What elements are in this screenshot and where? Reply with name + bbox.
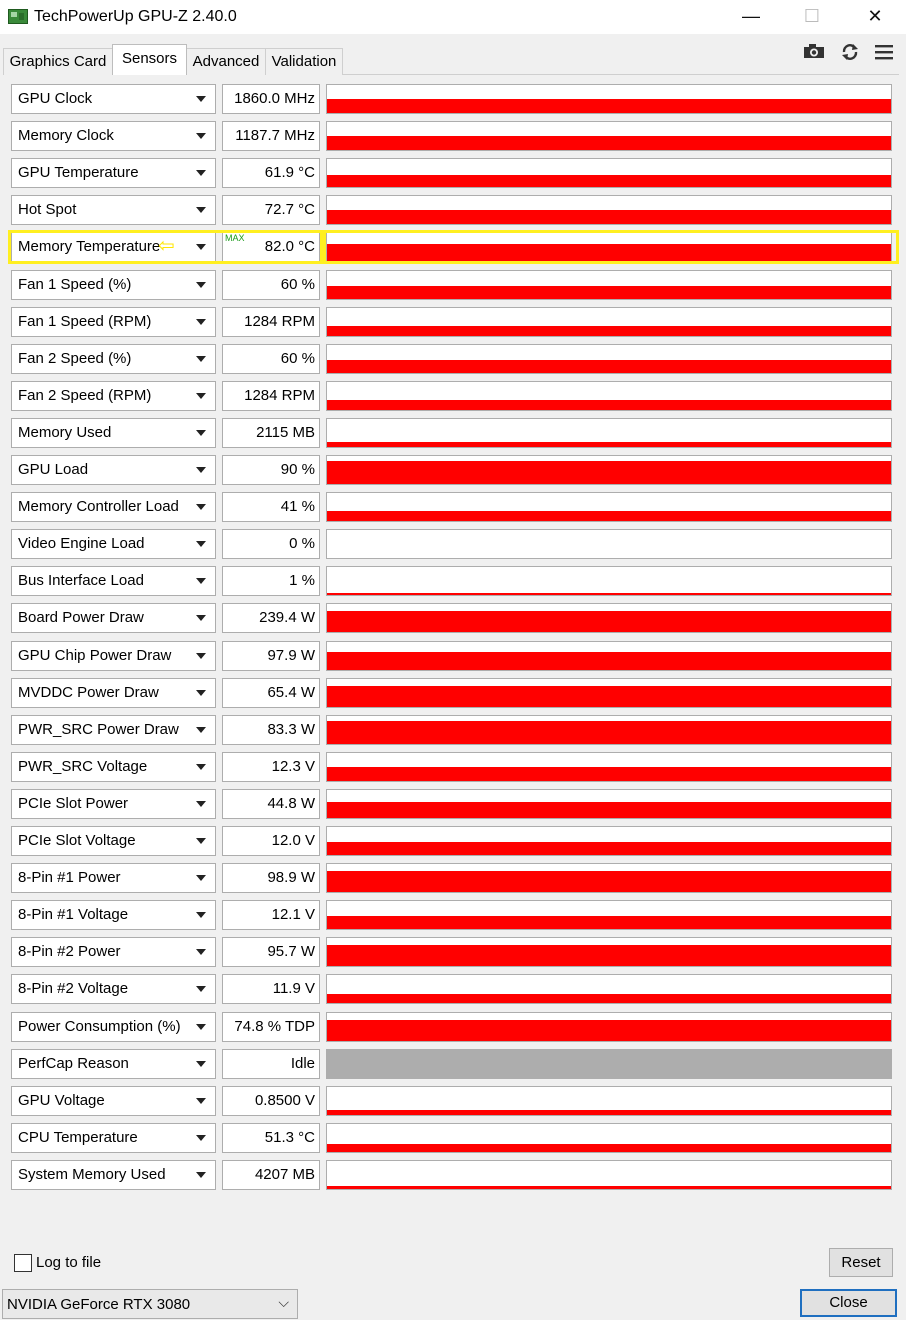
sensor-row (0, 158, 906, 188)
sensor-select[interactable] (11, 1012, 216, 1042)
dropdown-arrow-icon[interactable] (196, 912, 206, 918)
camera-icon[interactable] (802, 43, 826, 63)
sensor-select[interactable] (11, 1086, 216, 1116)
sensor-graph (326, 195, 892, 225)
sensor-select[interactable] (11, 937, 216, 967)
highlight-box-graph (323, 230, 899, 264)
gpu-select-dropdown[interactable] (2, 1289, 298, 1319)
dropdown-arrow-icon[interactable] (196, 838, 206, 844)
sensor-select[interactable] (11, 344, 216, 374)
sensor-row (0, 307, 906, 337)
tab-advanced[interactable]: Advanced (186, 48, 266, 75)
sensor-row (0, 195, 906, 225)
sensor-name: Fan 2 Speed (RPM) (18, 387, 152, 404)
sensor-row (0, 900, 906, 930)
dropdown-arrow-icon[interactable] (196, 170, 206, 176)
sensor-graph (326, 974, 892, 1004)
sensor-row (0, 84, 906, 114)
sensor-value-box[interactable] (222, 1012, 320, 1042)
sensor-select[interactable] (11, 863, 216, 893)
sensor-name: Power Consumption (%) (18, 1018, 181, 1035)
graph-fill (327, 611, 891, 632)
sensor-select[interactable] (11, 900, 216, 930)
sensor-graph (326, 381, 892, 411)
sensor-value: 51.3 °C (264, 1129, 315, 1146)
sensor-value-box[interactable] (222, 492, 320, 522)
dropdown-arrow-icon[interactable] (196, 467, 206, 473)
sensor-graph (326, 603, 892, 633)
sensor-value: 97.9 W (267, 647, 315, 664)
sensor-row (0, 863, 906, 893)
graph-fill (327, 945, 891, 966)
sensor-name: 8-Pin #1 Power (18, 869, 121, 886)
sensor-graph (326, 418, 892, 448)
graph-fill (327, 210, 891, 224)
graph-fill (327, 994, 891, 1003)
sensor-value: 0.8500 V (254, 1092, 315, 1109)
sensor-graph (326, 492, 892, 522)
sensor-row (0, 418, 906, 448)
sensor-value-box[interactable] (222, 195, 320, 225)
sensor-select[interactable] (11, 418, 216, 448)
dropdown-arrow-icon[interactable] (196, 801, 206, 807)
sensor-name: Memory Clock (18, 127, 114, 144)
sensor-select[interactable] (11, 789, 216, 819)
sensor-select[interactable] (11, 715, 216, 745)
reset-button[interactable]: Reset (829, 1248, 893, 1277)
sensor-row (0, 121, 906, 151)
sensor-select[interactable] (11, 492, 216, 522)
sensor-graph (326, 826, 892, 856)
dropdown-arrow-icon[interactable] (196, 393, 206, 399)
sensor-row (0, 344, 906, 374)
dropdown-arrow-icon[interactable] (196, 504, 206, 510)
sensor-value: 1284 RPM (244, 387, 315, 404)
sensor-value-box[interactable] (222, 307, 320, 337)
sensor-graph (326, 1049, 892, 1079)
sensor-value: 1187.7 MHz (235, 127, 315, 144)
sensor-value: 83.3 W (267, 721, 315, 738)
dropdown-arrow-icon[interactable] (196, 133, 206, 139)
graph-fill (327, 916, 891, 929)
sensor-value: 95.7 W (267, 943, 315, 960)
menu-icon[interactable] (872, 43, 896, 63)
graph-fill (327, 802, 891, 818)
sensor-row (0, 1012, 906, 1042)
sensor-name: Fan 1 Speed (%) (18, 276, 132, 293)
sensor-value-box[interactable] (222, 1160, 320, 1190)
sensor-name: MVDDC Power Draw (18, 684, 159, 701)
sensor-select[interactable] (11, 566, 216, 596)
sensor-value: 41 % (280, 498, 315, 515)
arrow-left-icon: ⇦ (158, 235, 175, 257)
log-to-file-checkbox[interactable] (14, 1254, 32, 1272)
sensor-row (0, 566, 906, 596)
graph-fill (327, 1144, 891, 1152)
graph-fill (327, 652, 891, 670)
sensor-graph (326, 1012, 892, 1042)
sensor-select[interactable] (11, 678, 216, 708)
graph-fill (327, 593, 891, 595)
sensor-value: 12.1 V (271, 906, 315, 923)
sensor-graph (326, 270, 892, 300)
sensor-row (0, 381, 906, 411)
dropdown-arrow-icon[interactable] (196, 1024, 206, 1030)
sensor-name: PCIe Slot Voltage (18, 832, 136, 849)
sensor-row (0, 1160, 906, 1190)
sensor-value-box[interactable] (222, 641, 320, 671)
sensor-graph (326, 789, 892, 819)
sensor-value: 60 % (280, 276, 315, 293)
dropdown-arrow-icon[interactable] (196, 764, 206, 770)
sensor-row (0, 715, 906, 745)
sensor-row (0, 752, 906, 782)
sensor-value-box[interactable] (222, 715, 320, 745)
sensor-name: Memory Used (18, 424, 112, 441)
sensor-graph (326, 863, 892, 893)
sensor-value-box[interactable] (222, 863, 320, 893)
dropdown-arrow-icon[interactable] (196, 875, 206, 881)
sensor-graph (326, 1123, 892, 1153)
graph-fill (327, 1020, 891, 1041)
sensor-row (0, 492, 906, 522)
tab-sensors[interactable]: Sensors (112, 44, 187, 75)
sensor-value: 1 % (289, 572, 315, 589)
sensor-value: 12.0 V (271, 832, 315, 849)
sensor-select[interactable] (11, 158, 216, 188)
sensor-value-box[interactable] (222, 455, 320, 485)
sensor-graph (326, 566, 892, 596)
sensor-graph (326, 529, 892, 559)
sensor-value: 90 % (280, 461, 315, 478)
refresh-icon[interactable] (838, 43, 862, 63)
graph-fill (327, 871, 891, 892)
sensor-select[interactable] (11, 455, 216, 485)
sensor-value-box[interactable] (222, 270, 320, 300)
title-bar (0, 0, 906, 34)
sensor-value-box[interactable] (222, 678, 320, 708)
tab-graphics-card[interactable]: Graphics Card (3, 48, 113, 75)
sensor-graph (326, 937, 892, 967)
sensor-value: 61.9 °C (264, 164, 315, 181)
sensor-name: Board Power Draw (18, 609, 144, 626)
sensor-name: PerfCap Reason (18, 1055, 129, 1072)
sensor-name: GPU Clock (18, 90, 93, 107)
sensor-row (0, 455, 906, 485)
sensor-row (0, 678, 906, 708)
sensor-value-box[interactable] (222, 84, 320, 114)
sensor-name: PWR_SRC Voltage (18, 758, 148, 775)
sensor-value-box[interactable] (222, 826, 320, 856)
sensor-graph (326, 1086, 892, 1116)
sensor-name: Memory Controller Load (18, 498, 179, 515)
sensor-select[interactable] (11, 121, 216, 151)
dropdown-arrow-icon[interactable] (196, 986, 206, 992)
sensor-name: GPU Voltage (18, 1092, 105, 1109)
sensor-row (0, 270, 906, 300)
dropdown-arrow-icon[interactable] (196, 653, 206, 659)
minimize-button[interactable]: — (742, 6, 760, 26)
sensor-value-box[interactable] (222, 937, 320, 967)
sensor-graph (326, 455, 892, 485)
sensor-graph (326, 344, 892, 374)
sensor-select[interactable] (11, 974, 216, 1004)
sensor-row (0, 974, 906, 1004)
sensor-row (0, 1086, 906, 1116)
sensor-value-box[interactable] (222, 1123, 320, 1153)
sensor-select[interactable] (11, 603, 216, 633)
graph-fill (327, 175, 891, 187)
sensor-value-box[interactable] (222, 418, 320, 448)
sensor-value: 72.7 °C (264, 201, 315, 218)
sensor-row (0, 789, 906, 819)
sensor-graph (326, 158, 892, 188)
graph-fill (327, 686, 891, 707)
sensor-row (0, 826, 906, 856)
graph-fill (327, 442, 891, 447)
sensor-select[interactable] (11, 752, 216, 782)
sensor-value: 1284 RPM (244, 313, 315, 330)
sensor-select[interactable] (11, 826, 216, 856)
graph-fill (327, 767, 891, 781)
sensor-graph (326, 678, 892, 708)
sensor-name: PWR_SRC Power Draw (18, 721, 179, 738)
dropdown-arrow-icon[interactable] (196, 541, 206, 547)
dropdown-arrow-icon[interactable] (196, 690, 206, 696)
sensor-value: 11.9 V (272, 980, 315, 997)
dropdown-arrow-icon[interactable] (196, 96, 206, 102)
dropdown-arrow-icon[interactable] (196, 319, 206, 325)
sensor-value: 60 % (280, 350, 315, 367)
dropdown-arrow-icon[interactable] (196, 282, 206, 288)
sensor-graph (326, 1160, 892, 1190)
chevron-down-icon: ⌵ (278, 1294, 289, 1310)
sensor-value: 98.9 W (267, 869, 315, 886)
sensor-value: 4207 MB (254, 1166, 315, 1183)
graph-fill (327, 136, 891, 150)
sensor-select[interactable] (11, 270, 216, 300)
sensor-value: 44.8 W (267, 795, 315, 812)
sensor-value-box[interactable] (222, 121, 320, 151)
sensor-name: GPU Temperature (18, 164, 139, 181)
dropdown-arrow-icon[interactable] (196, 1172, 206, 1178)
graph-fill (327, 326, 891, 336)
sensor-value-box[interactable] (222, 752, 320, 782)
sensor-name: Hot Spot (18, 201, 77, 218)
sensor-row (0, 1123, 906, 1153)
sensor-select[interactable] (11, 1160, 216, 1190)
sensor-name: 8-Pin #2 Voltage (18, 980, 129, 997)
sensor-row (0, 529, 906, 559)
sensor-row (0, 603, 906, 633)
sensor-value: 239.4 W (259, 609, 315, 626)
sensor-value-box[interactable] (222, 603, 320, 633)
sensor-value-box[interactable] (222, 381, 320, 411)
sensor-name: GPU Load (18, 461, 89, 478)
graph-fill (327, 1110, 891, 1115)
sensor-value-box[interactable] (222, 529, 320, 559)
sensor-select[interactable] (11, 1123, 216, 1153)
sensor-value-box[interactable] (222, 900, 320, 930)
sensor-value-box[interactable] (222, 1086, 320, 1116)
sensor-name: Video Engine Load (18, 535, 145, 552)
maximize-button[interactable]: ☐ (803, 6, 821, 26)
graph-fill (327, 1186, 891, 1189)
gpuz-app-icon (8, 9, 28, 24)
gpu-select-value: NVIDIA GeForce RTX 3080 (7, 1296, 191, 1313)
graph-fill (327, 400, 891, 410)
tab-validation[interactable]: Validation (265, 48, 343, 75)
sensor-name: 8-Pin #2 Power (18, 943, 121, 960)
graph-fill (327, 511, 891, 521)
window-title: TechPowerUp GPU-Z 2.40.0 (34, 8, 237, 25)
sensor-graph (326, 641, 892, 671)
graph-fill (327, 360, 891, 373)
sensor-value-box[interactable] (222, 344, 320, 374)
log-to-file-label: Log to file (36, 1254, 102, 1271)
sensor-graph (326, 900, 892, 930)
dropdown-arrow-icon[interactable] (196, 356, 206, 362)
sensor-name: Fan 2 Speed (%) (18, 350, 132, 367)
graph-fill (327, 461, 891, 484)
sensor-select[interactable] (11, 84, 216, 114)
sensor-graph (326, 84, 892, 114)
sensor-select[interactable] (11, 307, 216, 337)
sensor-value: 74.8 % TDP (234, 1018, 315, 1035)
dropdown-arrow-icon[interactable] (196, 1061, 206, 1067)
dropdown-arrow-icon[interactable] (196, 578, 206, 584)
sensor-value-box[interactable] (222, 1049, 320, 1079)
sensor-name: PCIe Slot Power (18, 795, 129, 812)
sensor-name: System Memory Used (18, 1166, 166, 1183)
graph-fill (327, 842, 891, 855)
sensor-select[interactable] (11, 1049, 216, 1079)
sensor-value: Idle (290, 1055, 315, 1072)
sensor-row (0, 937, 906, 967)
dropdown-arrow-icon[interactable] (196, 615, 206, 621)
graph-fill (327, 286, 891, 299)
sensor-graph (326, 307, 892, 337)
dropdown-arrow-icon[interactable] (196, 949, 206, 955)
sensor-row (0, 1049, 906, 1079)
graph-fill (327, 721, 891, 744)
sensor-value: 1860.0 MHz (234, 90, 315, 107)
dropdown-arrow-icon[interactable] (196, 1135, 206, 1141)
sensor-value-box[interactable] (222, 789, 320, 819)
sensor-graph (326, 752, 892, 782)
sensor-value-box[interactable] (222, 158, 320, 188)
sensor-value: 82.0 °C (264, 238, 315, 255)
sensor-name: CPU Temperature (18, 1129, 138, 1146)
sensor-value-box[interactable] (222, 566, 320, 596)
graph-fill (327, 99, 891, 113)
close-button[interactable]: Close (800, 1289, 897, 1317)
sensor-select[interactable] (11, 641, 216, 671)
dropdown-arrow-icon[interactable] (196, 1098, 206, 1104)
close-window-button[interactable]: ✕ (867, 6, 883, 26)
dropdown-arrow-icon[interactable] (196, 207, 206, 213)
sensor-name: Bus Interface Load (18, 572, 144, 589)
sensor-graph (326, 715, 892, 745)
sensor-name: Memory Temperature (18, 238, 161, 255)
dropdown-arrow-icon[interactable] (196, 430, 206, 436)
sensor-value: 2115 MB (256, 424, 315, 441)
sensor-select[interactable] (11, 195, 216, 225)
sensor-name: Fan 1 Speed (RPM) (18, 313, 152, 330)
sensor-select[interactable] (11, 381, 216, 411)
sensor-name: 8-Pin #1 Voltage (18, 906, 129, 923)
sensor-row (0, 641, 906, 671)
dropdown-arrow-icon[interactable] (196, 727, 206, 733)
sensor-select[interactable] (11, 529, 216, 559)
sensor-value: 12.3 V (271, 758, 315, 775)
sensor-value-box[interactable] (222, 974, 320, 1004)
sensor-value: 65.4 W (267, 684, 315, 701)
sensor-name: GPU Chip Power Draw (18, 647, 172, 664)
max-tag: MAX (225, 233, 245, 243)
sensor-graph (326, 121, 892, 151)
sensor-value: 0 % (289, 535, 315, 552)
